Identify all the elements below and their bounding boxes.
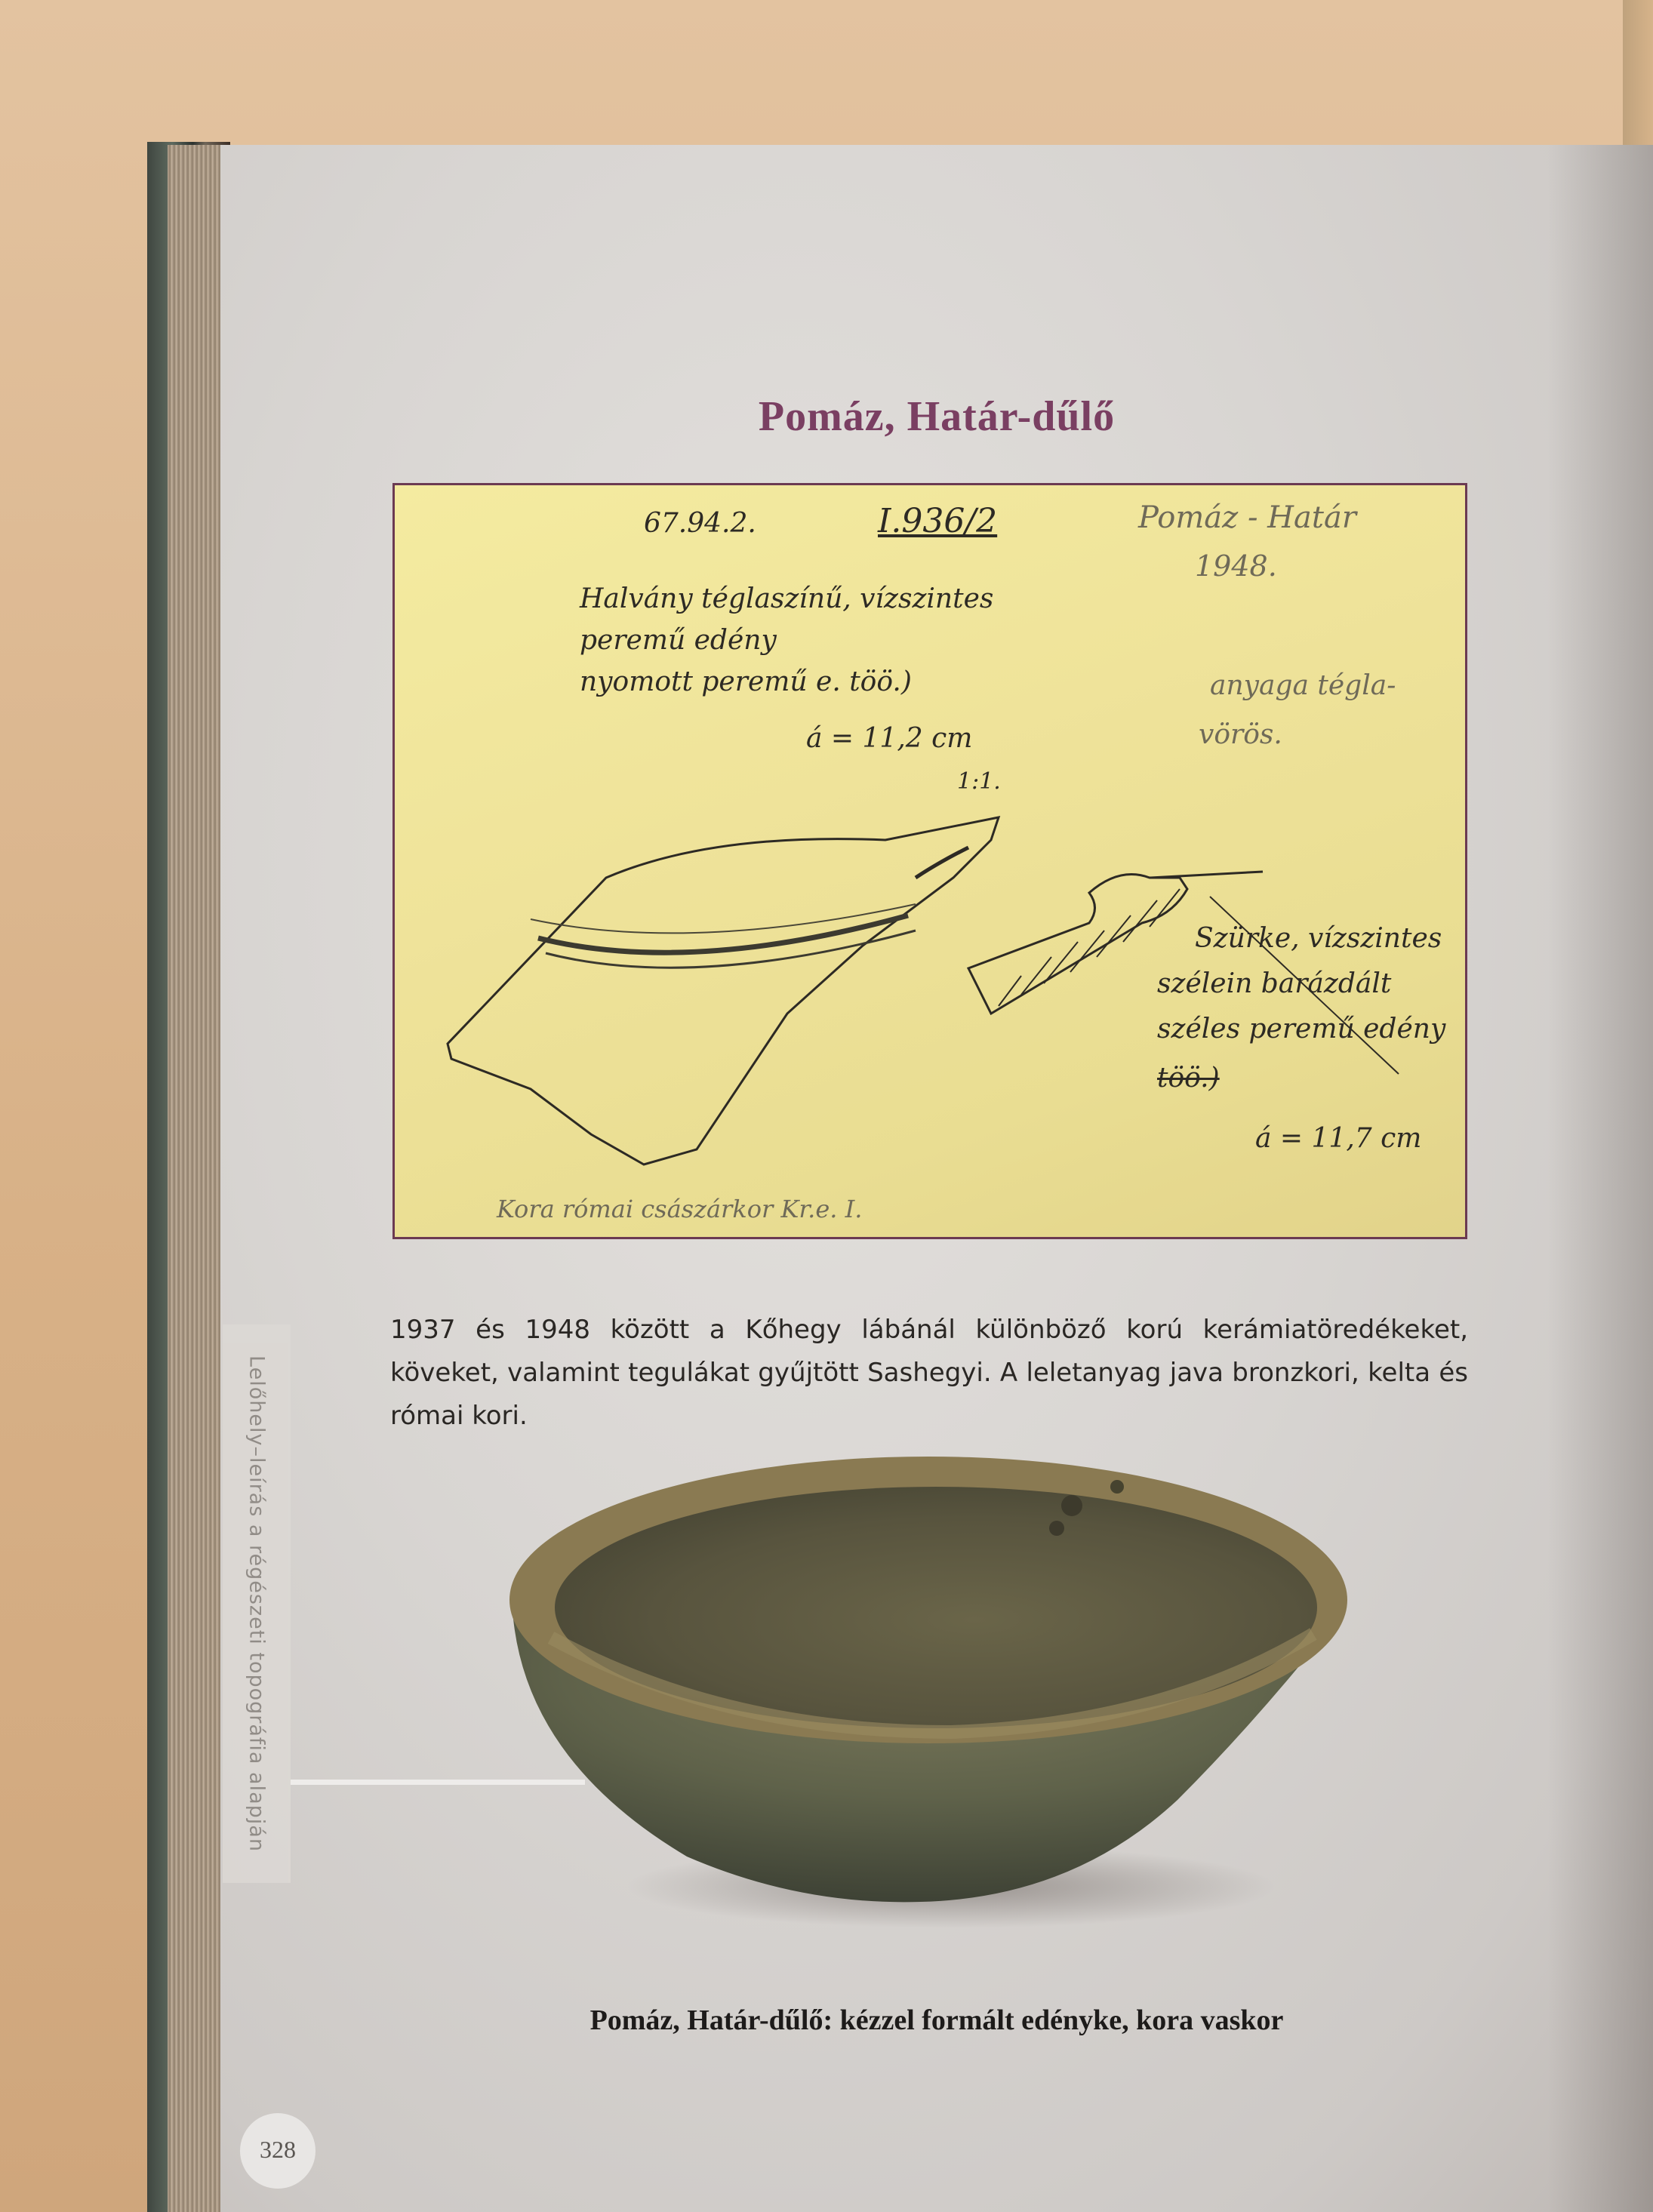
catalog-number: I.936/2 <box>878 502 998 540</box>
card-diameter-1: á = 11,2 cm <box>806 723 973 754</box>
card-dating: Kora római császárkor Kr.e. I. <box>497 1195 863 1223</box>
body-paragraph: 1937 és 1948 között a Kőhegy lábánál különböző korú kerámiatöredékeket, köveket, valamint tegulákat gyűjtött Sashegyi. A leletanyag java bronzkori, kelta és római kori. <box>390 1315 1468 1431</box>
page-stack <box>168 145 220 2212</box>
card-diameter-2: á = 11,7 cm <box>1255 1123 1422 1154</box>
inventory-number: 67.94.2. <box>644 508 756 539</box>
card-note2-line-1: Szürke, vízszintes <box>1195 923 1442 954</box>
page-title: Pomáz, Határ-dűlő <box>758 393 1116 440</box>
side-tab-label: Lelőhely–leírás a régészeti topográfia alapján <box>245 1355 269 1852</box>
location-label: Pomáz - Határ <box>1138 500 1356 535</box>
card-note-line-3: nyomott peremű e. töö.) <box>580 666 912 697</box>
card-material-2: vörös. <box>1199 719 1282 750</box>
year-label: 1948. <box>1195 549 1277 583</box>
card-note2-line-2: szélein barázdált <box>1157 968 1392 999</box>
card-note-line-2: peremű edény <box>580 625 777 656</box>
bowl-illustration <box>498 1445 1359 1928</box>
index-card <box>392 483 1467 1239</box>
page-number-badge <box>240 2113 316 2189</box>
side-tab <box>223 1324 291 1883</box>
card-note2-line-4: töö.) <box>1157 1063 1220 1094</box>
photo-caption: Pomáz, Határ-dűlő: kézzel formált edényke, kora vaskor <box>589 2004 1284 2036</box>
card-scale: 1:1. <box>957 768 1001 795</box>
card-note2-line-3: széles peremű edény <box>1157 1014 1446 1044</box>
card-material-1: anyaga tégla- <box>1210 670 1396 701</box>
gutter-shadow <box>1547 145 1653 2212</box>
page-number: 328 <box>260 2136 296 2163</box>
card-note-line-1: Halvány téglaszínű, vízszintes <box>580 583 994 614</box>
bowl-photo <box>498 1445 1359 1932</box>
